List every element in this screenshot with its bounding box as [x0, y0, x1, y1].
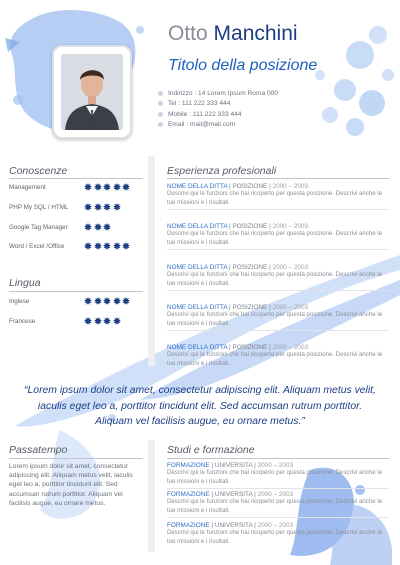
entry-years: 2000 – 2003: [272, 183, 309, 190]
skill-row: [9, 240, 132, 252]
entry-years: 2000 – 2003: [257, 491, 294, 498]
entry-description: Descrivi qui le funzioni che hai ricoperto per questa posizione. Descrivi anche le tue missioni e i risultati.: [167, 230, 383, 246]
skill-rating: [84, 223, 113, 231]
entry-years: 2000 – 2003: [272, 264, 309, 271]
entry-years: 2000 – 2003: [272, 223, 309, 230]
entry-company: NOME DELLA DITTA: [167, 223, 228, 230]
entry-rule: [167, 488, 389, 489]
entry-heading: [167, 183, 389, 190]
entry-institution: FORMAZIONE: [167, 462, 210, 469]
splat-star-icon: [103, 317, 111, 325]
languages-title: Lingua: [9, 277, 41, 289]
entry-separator: |: [252, 491, 258, 498]
splat-star-icon: [84, 203, 92, 211]
left-divider-bar-lower: [148, 440, 155, 552]
entry-description: Descrivi qui le funzioni che hai ricoperto per questa posizione. Descrivi anche le tue missioni e i risultati.: [167, 311, 383, 327]
splat-star-icon: [103, 203, 111, 211]
splat-star-icon: [113, 317, 121, 325]
entry-rule: [167, 517, 389, 518]
experience-entry: [167, 223, 389, 250]
entry-description: Descrivi qui le funzioni che hai ricoperto per questa posizione. Descrivi anche le tue missioni e i risultati.: [167, 498, 383, 514]
entry-degree: UNIVERSITA: [214, 462, 253, 469]
language-row: [9, 295, 132, 307]
education-entry: [167, 522, 389, 546]
entry-description: Descrivi qui le funzioni che hai ricoperto per questa posizione. Descrivi anche le tue missioni e i risultati.: [167, 351, 383, 367]
entry-separator: |: [267, 304, 273, 311]
entry-separator: |: [227, 183, 233, 190]
address-text: Indirizzo : 14 Lorem Ipsum Roma 000: [168, 89, 278, 97]
job-title: Titolo della posizione: [168, 57, 318, 74]
dot-icon: [158, 112, 163, 117]
skill-rating: [84, 183, 132, 191]
entry-degree: UNIVERSITA: [214, 491, 253, 498]
entry-years: 2000 – 2003: [257, 522, 294, 529]
entry-rule: [167, 209, 389, 210]
entry-separator: |: [267, 223, 273, 230]
entry-company: NOME DELLA DITTA: [167, 344, 228, 351]
language-row: [9, 315, 122, 327]
splat-star-icon: [113, 203, 121, 211]
splat-star-icon: [84, 317, 92, 325]
experience-entry: [167, 344, 389, 368]
email-text: Email : mail@mail.com: [168, 121, 236, 129]
entry-position: POSIZIONE: [232, 344, 268, 351]
splat-star-icon: [84, 223, 92, 231]
education-rule: [167, 458, 389, 459]
entry-separator: |: [209, 522, 215, 529]
splat-star-icon: [113, 242, 121, 250]
skill-rating: [84, 242, 132, 250]
splat-star-icon: [122, 183, 130, 191]
skills-title: Conoscenze: [9, 165, 68, 177]
profile-photo-frame: [52, 45, 132, 139]
entry-institution: FORMAZIONE: [167, 522, 210, 529]
language-label: Inglese: [9, 297, 30, 305]
splat-star-icon: [84, 242, 92, 250]
candidate-name: [168, 22, 298, 46]
splat-star-icon: [103, 297, 111, 305]
entry-heading: [167, 522, 389, 529]
entry-company: NOME DELLA DITTA: [167, 304, 228, 311]
dot-icon: [158, 122, 163, 127]
entry-separator: |: [227, 304, 233, 311]
entry-separator: |: [252, 522, 258, 529]
splat-star-icon: [103, 183, 111, 191]
mobile-text: Mobile : 111 222 333 444: [168, 110, 242, 118]
entry-years: 2000 – 2003: [272, 344, 309, 351]
entry-position: POSIZIONE: [232, 183, 268, 190]
splat-star-icon: [94, 242, 102, 250]
entry-position: POSIZIONE: [232, 304, 268, 311]
dot-icon: [158, 91, 163, 96]
entry-rule: [167, 330, 389, 331]
skill-row: [9, 201, 122, 213]
entry-company: NOME DELLA DITTA: [167, 183, 228, 190]
languages-rule: [9, 291, 143, 292]
entry-company: NOME DELLA DITTA: [167, 264, 228, 271]
splat-star-icon: [94, 203, 102, 211]
splat-star-icon: [113, 183, 121, 191]
quote-text: “Lorem ipsum dolor sit amet, consectetur adipiscing elit. Aliquam metus velit, iaculis eget leo a, porttitor tincidunt elit. Sed accumsan rutrum porttitor. Aliquam vel facilisis augue, eu ornare metus.”: [24, 385, 376, 427]
entry-heading: [167, 491, 389, 498]
splat-star-icon: [84, 297, 92, 305]
entry-separator: |: [227, 344, 233, 351]
splat-star-icon: [103, 242, 111, 250]
entry-separator: |: [267, 344, 273, 351]
education-entry: [167, 462, 389, 489]
contact-email: [158, 120, 278, 131]
splat-star-icon: [94, 297, 102, 305]
entry-separator: |: [227, 223, 233, 230]
entry-heading: [167, 462, 389, 469]
left-divider-bar: [148, 156, 155, 366]
splat-star-icon: [122, 297, 130, 305]
contact-mobile: [158, 109, 278, 120]
entry-separator: |: [227, 264, 233, 271]
skill-rating: [84, 203, 122, 211]
profile-photo: [61, 54, 123, 130]
entry-rule: [167, 249, 389, 250]
entry-separator: |: [252, 462, 258, 469]
experience-title: Esperienza profesionali: [167, 165, 277, 177]
splash-top-right: [300, 15, 400, 150]
contact-phone: [158, 99, 278, 110]
entry-separator: |: [267, 264, 273, 271]
skill-label: PHP My SQL / HTML: [9, 203, 69, 211]
experience-entry: [167, 264, 389, 291]
splat-star-icon: [94, 317, 102, 325]
entry-heading: [167, 223, 389, 230]
entry-description: Descrivi qui le funzioni che hai ricoperto per questa posizione. Descrivi anche le tue missioni e i risultati.: [167, 529, 383, 545]
skill-label: Google Tag Manager: [9, 223, 68, 231]
splat-star-icon: [113, 297, 121, 305]
entry-separator: |: [209, 462, 215, 469]
entry-description: Descrivi qui le funzioni che hai ricoperto per questa posizione. Descrivi anche le tue missioni e i risultati.: [167, 469, 383, 485]
entry-separator: |: [209, 491, 215, 498]
splat-star-icon: [94, 183, 102, 191]
splat-star-icon: [94, 223, 102, 231]
skill-row: [9, 181, 132, 193]
entry-years: 2000 – 2003: [257, 462, 294, 469]
splat-star-icon: [84, 183, 92, 191]
hobbies-title: Passatempo: [9, 444, 68, 456]
language-label: Francese: [9, 317, 36, 325]
splat-star-icon: [103, 223, 111, 231]
experience-entry: [167, 304, 389, 331]
skill-label: Management: [9, 183, 46, 191]
contact-address: [158, 88, 278, 99]
contact-list: [158, 88, 278, 130]
entry-position: POSIZIONE: [232, 223, 268, 230]
skill-row: [9, 221, 113, 233]
language-rating: [84, 317, 122, 325]
education-entry: [167, 491, 389, 518]
hobbies-text: Lorem ipsum dolor sit amet, consectetur adipiscing elit. Aliquam metus velit, iaculis eget leo a, porttitor tincidunt elit. Sed accumsan rutrum porttitor. Aliquam vel facilisis augue, eu ornare metus.: [9, 463, 133, 507]
entry-rule: [167, 290, 389, 291]
entry-years: 2000 – 2003: [272, 304, 309, 311]
entry-heading: [167, 344, 389, 351]
experience-rule: [167, 178, 389, 179]
phone-text: Tel : 111 222 333 444: [168, 100, 231, 108]
language-rating: [84, 297, 132, 305]
last-name: Manchini: [213, 22, 298, 45]
dot-icon: [158, 101, 163, 106]
entry-description: Descrivi qui le funzioni che hai ricoperto per questa posizione. Descrivi anche le tue missioni e i risultati.: [167, 271, 383, 287]
skill-label: Word / Excel /Office: [9, 242, 65, 250]
skills-rule: [9, 178, 143, 179]
splat-star-icon: [122, 242, 130, 250]
hobbies-rule: [9, 458, 143, 459]
entry-heading: [167, 304, 389, 311]
experience-entry: [167, 183, 389, 210]
entry-heading: [167, 264, 389, 271]
entry-institution: FORMAZIONE: [167, 491, 210, 498]
entry-description: Descrivi qui le funzioni che hai ricoperto per questa posizione. Descrivi anche le tue missioni e i risultati.: [167, 190, 383, 206]
entry-separator: |: [267, 183, 273, 190]
first-name: Otto: [168, 22, 208, 45]
entry-degree: UNIVERSITA: [214, 522, 253, 529]
education-title: Studi e formazione: [167, 444, 255, 456]
entry-position: POSIZIONE: [232, 264, 268, 271]
